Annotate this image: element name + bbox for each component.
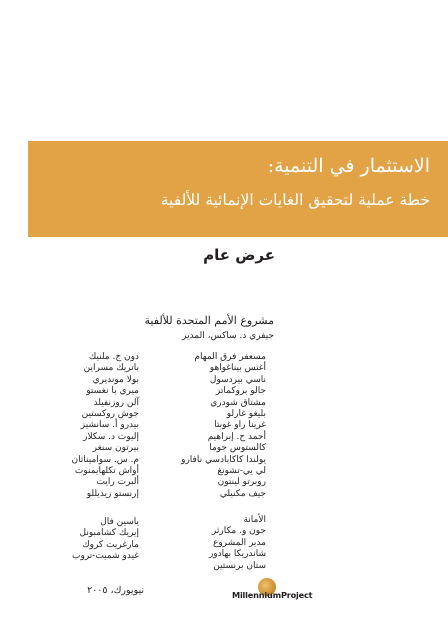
list-item: دون ج. ملنيك bbox=[88, 352, 139, 362]
list-item: بيرتون سنغر bbox=[92, 443, 139, 454]
list-item: إليوت د. سكلار bbox=[83, 431, 139, 442]
list-item: لي يي-تشونغ bbox=[217, 465, 266, 476]
title-banner bbox=[28, 141, 448, 237]
list-item: مارغريت كروك bbox=[82, 539, 139, 550]
list-item: إيريك كشامبونل bbox=[79, 528, 139, 539]
secretariat-list bbox=[209, 515, 266, 572]
list-item: روبرتو لينتون bbox=[217, 477, 266, 488]
list-item: ياسين فال bbox=[100, 517, 139, 527]
list-item: أواش تكلهايمنوت bbox=[74, 465, 139, 476]
list-item: مسعفر فرق المهام bbox=[194, 352, 266, 362]
list-item: مدير المشروع bbox=[212, 537, 266, 548]
list-item: أغنس بيناغواهو bbox=[209, 363, 266, 374]
list-item: غرينا راو غوبتا bbox=[214, 420, 266, 431]
list-item: ناسي بيردسول bbox=[209, 374, 266, 385]
list-item: إرنستو زيديللو bbox=[86, 488, 139, 499]
list-item: م. س. سواميناثان bbox=[71, 454, 139, 465]
list-heading: الأمانة bbox=[243, 515, 266, 525]
city-year: نيويورك، ٢٠٠٥ bbox=[87, 585, 144, 596]
list-item: أحمد ح. إبراهيم bbox=[207, 431, 266, 442]
list-item: ميري با نغستو bbox=[86, 386, 139, 397]
section-heading: عرض عام bbox=[203, 246, 275, 264]
project-name: مشروع الأمم المتحدة للألفية bbox=[144, 314, 274, 327]
list-item: ألبرت رايت bbox=[96, 477, 139, 488]
secretariat-list-left bbox=[72, 517, 139, 563]
list-item: مشتاق شودري bbox=[210, 397, 266, 408]
list-item: يولندا كاكابادسي نافارو bbox=[181, 454, 266, 465]
millennium-project-logo bbox=[232, 578, 313, 600]
list-item: غيدو شميت-تروب bbox=[72, 551, 139, 562]
list-item: شاندريكا بهادور bbox=[208, 549, 266, 560]
logo-text: MillenniumProject bbox=[232, 590, 313, 600]
list-item: جون و. مكارثر bbox=[211, 526, 266, 537]
title-line-1: الاستثمار في التنمية: bbox=[267, 155, 430, 177]
task-force-list-right bbox=[181, 352, 266, 500]
list-item: بيدرو أ. سانشيز bbox=[80, 420, 139, 431]
list-item: كالستوس جوما bbox=[209, 443, 266, 454]
title-line-2: خطة عملية لتحقيق الغايات الإنمائية للألفية bbox=[160, 191, 430, 209]
task-force-list-left bbox=[71, 352, 139, 500]
list-item: ستان برنستين bbox=[213, 560, 266, 571]
list-item: بليغو غارلو bbox=[226, 408, 266, 419]
list-item: جالو بروكماتز bbox=[215, 386, 266, 397]
list-item: جيف مكنيلي bbox=[219, 488, 266, 499]
list-item: آلن روزنفيلد bbox=[93, 397, 139, 408]
list-item: بولا مونديري bbox=[92, 374, 139, 385]
director-line: جيفري د. ساكس، المدير bbox=[182, 331, 274, 341]
list-item: جوش روكستين bbox=[81, 408, 139, 419]
list-item: باتريك مسراين bbox=[83, 363, 139, 374]
